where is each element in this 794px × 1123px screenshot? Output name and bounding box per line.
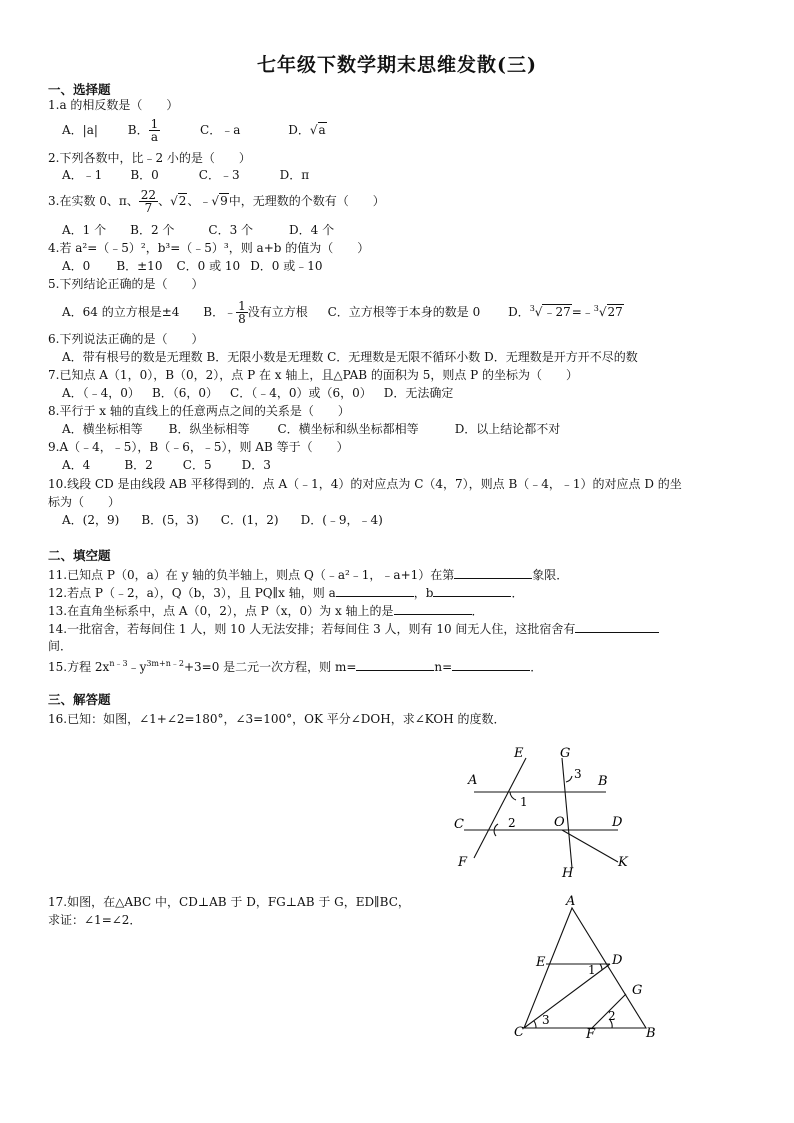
angle-2-label: 2 bbox=[608, 1009, 616, 1023]
angle-3-arc bbox=[534, 1021, 536, 1028]
q1-option-b: B． $\frac{1}{a}$ bbox=[127, 117, 159, 144]
label-c: C bbox=[514, 1025, 524, 1040]
figure-triangle bbox=[508, 890, 668, 1050]
label-b: B bbox=[598, 774, 608, 789]
q10-stem-line2: 标为（ ） bbox=[48, 495, 121, 509]
q7-stem: 7.已知点 A（1，0），B（0，2），点 P 在 x 轴上，且△PAB 的面积为 5，则点 P 的坐标为（ ） bbox=[48, 368, 579, 382]
angle-3-arc bbox=[566, 776, 572, 782]
q2-stem: 2.下列各数中，比﹣2 小的是（ ） bbox=[48, 151, 251, 165]
line-ef bbox=[474, 758, 526, 858]
q5-stem: 5.下列结论正确的是（ ） bbox=[48, 277, 204, 291]
q1-option-c: C．﹣a bbox=[200, 123, 241, 137]
label-d: D bbox=[612, 953, 623, 968]
section-solve: 三、解答题 bbox=[48, 692, 111, 707]
q2-options bbox=[62, 167, 309, 183]
q2-option-d: D．π bbox=[279, 168, 310, 182]
q13: 13.在直角坐标系中，点 A（0，2），点 P（x，0）为 x 轴上的是 ． bbox=[48, 604, 484, 618]
figure-parallel-lines bbox=[450, 740, 650, 880]
angle-1-label: 1 bbox=[588, 963, 596, 977]
label-o: O bbox=[554, 815, 565, 830]
q2-option-c: C．﹣3 bbox=[198, 168, 240, 182]
line-gh bbox=[562, 758, 572, 868]
q17-line1: 17.如图，在△ABC 中，CD⊥AB 于 D，FG⊥AB 于 G，ED∥BC， bbox=[48, 895, 410, 909]
q9-stem: 9.A（﹣4，﹣5），B（﹣6，﹣5），则 AB 等于（ ） bbox=[48, 440, 349, 454]
q3-stem: 3.在实数 0、π、 $\frac{22}{7}$ 、√2、﹣√9中，无理数的个数有（ ） bbox=[48, 188, 385, 215]
q14-line1: 14.一批宿舍，若每间住 1 人，则 10 人无法安排；若每间住 3 人，则有 10 间无人住，这批宿舍有 bbox=[48, 620, 659, 637]
q14-line2: 间． bbox=[48, 639, 73, 653]
q5-options: A．64 的立方根是±4 B．﹣ $\frac{1}{8}$ 没有立方根 C．立方根等于本身的数是 0 D．$^3$√﹣27=﹣$^3$√27 bbox=[62, 299, 623, 326]
angle-3-label: 3 bbox=[542, 1013, 550, 1027]
q4-options: A．0 B．±10 C．0 或 10 D．0 或﹣10 bbox=[62, 259, 323, 273]
q17-line2: 求证：∠1=∠2． bbox=[48, 913, 142, 927]
q7-options: A．（﹣4，0） B．（6，0） C．（﹣4，0）或（6，0） D．无法确定 bbox=[62, 386, 454, 400]
label-h: H bbox=[562, 866, 574, 880]
label-c: C bbox=[454, 817, 464, 832]
q2-option-a: A．﹣1 bbox=[62, 168, 103, 182]
q1-options bbox=[62, 114, 327, 146]
q6-stem: 6.下列说法正确的是（ ） bbox=[48, 332, 204, 346]
label-f: F bbox=[458, 855, 468, 870]
q1-stem: 1.a 的相反数是（ ） bbox=[48, 98, 179, 112]
label-a: A bbox=[468, 773, 478, 788]
angle-3-label: 3 bbox=[574, 767, 582, 781]
q11: 11.已知点 P（0，a）在 y 轴的负半轴上，则点 Q（﹣a²﹣1，﹣a+1）在第 象限． bbox=[48, 568, 569, 582]
label-k: K bbox=[618, 855, 628, 870]
q10-stem-line1: 10.线段 CD 是由线段 AB 平移得到的．点 A（﹣1，4）的对应点为 C（4，7），则点 B（﹣4，﹣1）的对应点 D 的坐 bbox=[48, 477, 682, 491]
q1-option-a: A．|a| bbox=[62, 123, 98, 137]
q8-options: A．横坐标相等 B．纵坐标相等 C．横坐标和纵坐标都相等 D．以上结论都不对 bbox=[62, 422, 561, 436]
angle-1-arc bbox=[600, 964, 602, 970]
q1-option-d: D．√a bbox=[288, 123, 326, 137]
angle-1-label: 1 bbox=[520, 795, 528, 809]
q3-options: A．1 个 B．2 个 C．3 个 D．4 个 bbox=[62, 223, 335, 237]
q16-stem: 16.已知：如图，∠1+∠2=180°，∠3=100°，OK 平分∠DOH，求∠KOH 的度数． bbox=[48, 712, 506, 726]
q6-options: A．带有根号的数是无理数 B．无限小数是无理数 C．无理数是无限不循环小数 D．无理数是开方开不尽的数 bbox=[62, 350, 638, 364]
q10-options: A．(2，9) B．(5，3) C．(1，2) D．(﹣9，﹣4) bbox=[62, 513, 383, 527]
q4-stem: 4.若 a²=（﹣5）²，b³=（﹣5）³，则 a+b 的值为（ ） bbox=[48, 241, 370, 255]
q15: 15.方程 $2x^{n﹣3}﹣y^{3m+n﹣2}+3=0$ 是二元一次方程，则 m= n= ． bbox=[48, 659, 543, 674]
q8-stem: 8.平行于 x 轴的直线上的任意两点之间的关系是（ ） bbox=[48, 404, 350, 418]
label-f: F bbox=[586, 1027, 596, 1042]
label-e: E bbox=[536, 955, 546, 970]
label-g: G bbox=[632, 983, 643, 998]
label-e: E bbox=[514, 746, 524, 761]
angle-2-label: 2 bbox=[508, 816, 516, 830]
section-choice: 一、选择题 bbox=[48, 82, 111, 97]
q12: 12.若点 P（﹣2，a），Q（b，3），且 PQ∥x 轴，则 a ，b ． bbox=[48, 586, 524, 600]
angle-1-arc bbox=[510, 792, 516, 800]
page-title: 七年级下数学期末思维发散(三) bbox=[257, 54, 537, 76]
q9-options: A．4 B．2 C．5 D．3 bbox=[62, 458, 271, 472]
section-fill: 二、填空题 bbox=[48, 548, 111, 563]
label-g: G bbox=[560, 746, 571, 761]
label-d: D bbox=[612, 815, 623, 830]
label-a: A bbox=[566, 894, 576, 909]
label-b: B bbox=[646, 1026, 656, 1041]
q2-option-b: B．0 bbox=[130, 168, 159, 182]
